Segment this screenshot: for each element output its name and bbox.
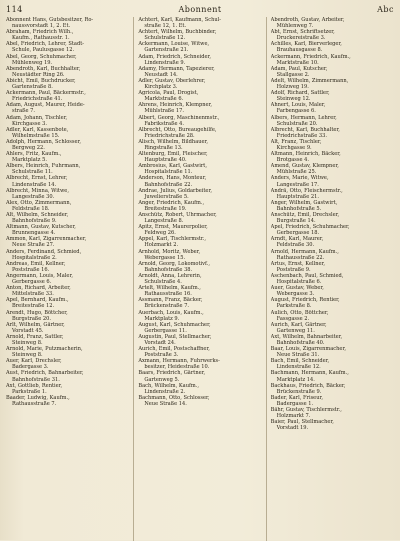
directory-entry-line: Bachmann, Otto, Schlosser,: [138, 394, 210, 401]
directory-entry-line: Vorstadt 45.: [12, 327, 44, 334]
directory-entry-line: Abendroth, Gustav, Arbeiter,: [270, 17, 345, 23]
directory-entry-line: straße 12, 1. Et.: [144, 23, 187, 30]
directory-entry-line: Parkstraße 8.: [276, 303, 312, 310]
directory-entry-line: Abonnent Hans, Gutsbesitzer, Ro-: [6, 17, 94, 23]
directory-entry-line: Holzweg 19.: [276, 84, 309, 91]
directory-entry-line: Appel, Karl, Tischlermstr.,: [138, 236, 207, 243]
directory-entry-line: Burgstraße 14.: [276, 218, 316, 225]
directory-entry-line: Farbengasse 6.: [276, 108, 316, 115]
directory-entry-line: Achtert, Wilhelm, Buchbinder,: [138, 29, 217, 36]
directory-entry-line: Schule, Paulusgasse 12.: [12, 47, 75, 54]
directory-entry-line: Rathausstraße 16.: [144, 291, 192, 298]
directory-entry-line: Abendroth, Karl, Buchhalter,: [6, 65, 81, 72]
directory-entry-line: August, Karl, Schuhmacher,: [138, 321, 211, 328]
directory-entry-line: Ahnert, Louis, Maler,: [270, 102, 326, 109]
directory-entry-line: Altenburg, Emil, Fleischer,: [138, 151, 208, 158]
directory-entry-line: Mühlstraße 17.: [144, 108, 185, 115]
directory-entry-line: Hauptstraße 40.: [144, 157, 187, 164]
directory-entry-line: Augustin, Paul, Stellmacher,: [138, 333, 212, 340]
directory-entry-line: Lindenstraße 14.: [12, 181, 57, 188]
directory-entry-line: Bachmann, Hermann, Kaufm.,: [270, 370, 349, 377]
directory-entry-line: Aschenbach, Paul, Schmied,: [270, 272, 344, 279]
directory-entry-line: besitzer, Heidestraße 10.: [144, 364, 210, 371]
directory-entry-line: Mühlstraße 25.: [276, 169, 317, 176]
directory-entry-line: Brückenstraße 7.: [144, 303, 190, 310]
directory-entry-line: Anger, Friedrich, Kaufm.,: [138, 199, 205, 206]
directory-entry-line: Ackermann, Paul, Bäckermstr.,: [6, 90, 86, 97]
directory-entry-line: Webergasse 15.: [144, 254, 186, 261]
directory-entry-line: Anschütz, Robert, Uhrmacher,: [138, 212, 217, 218]
directory-entry-line: Wilhelmstraße 15.: [12, 132, 60, 139]
directory-entry-line: Aulich, Otto, Böttcher,: [270, 309, 329, 316]
page-header: [6, 4, 394, 16]
directory-entry-line: Baier, Paul, Stellmacher,: [270, 419, 334, 426]
directory-entry-line: straße 7.: [12, 108, 36, 115]
directory-entry-line: Arnoldt, Anna, Lehrerin,: [138, 272, 202, 279]
directory-entry-line: Adolf, Richard, Sattler,: [270, 90, 330, 97]
directory-entry-line: Ringstraße 13.: [144, 144, 183, 151]
directory-entry-line: Lindenstraße 12.: [276, 364, 321, 371]
directory-entry-line: Webergasse 3.: [276, 291, 315, 298]
directory-entry-line: Neustädter Ring 26.: [12, 71, 65, 78]
directory-entry-line: Poststraße 16.: [12, 266, 50, 273]
directory-entry-line: Agricola, Paul, Drogist,: [138, 90, 199, 97]
directory-entry-line: Arnold, Marie, Putzmacherin,: [6, 346, 83, 353]
directory-entry-line: Albrecht, Minna, Witwe,: [6, 187, 69, 194]
directory-entry-line: Altmann, Heinrich, Bäcker,: [270, 151, 341, 158]
directory-entry-line: Marktplatz 14.: [276, 376, 315, 383]
directory-entry-line: Artelt, Wilhelm, Kaufm.,: [138, 285, 201, 292]
directory-entry-line: Achtert, Karl, Kaufmann, Schul-: [138, 17, 221, 23]
directory-entry-line: Friedrichstraße 33.: [276, 132, 327, 139]
directory-entry-line: Gerbergasse 11.: [144, 327, 187, 334]
header-title: Abonnent: [178, 5, 222, 14]
directory-entry-line: Marktplatz 9.: [144, 315, 180, 322]
directory-entry-line: Albers, Heinrich, Fuhrmann,: [6, 163, 81, 170]
directory-entry-line: Gartenweg 5.: [144, 376, 180, 383]
column-divider: [133, 17, 134, 541]
directory-entry-line: Fassgasse 2.: [276, 315, 310, 322]
directory-entry-line: Langestraße 17.: [276, 181, 319, 188]
directory-entry-line: Bergweg 22.: [12, 144, 45, 151]
directory-entry-line: Baars, Friedrich, Gärtner,: [138, 370, 206, 377]
directory-entry-line: Rathausstraße 7.: [12, 400, 57, 407]
directory-entry-line: Mühlenweg 7.: [276, 23, 314, 30]
directory-entry-line: Schulstraße 20.: [276, 120, 318, 127]
directory-entry-line: Albert, Georg, Maschinenmstr.,: [138, 114, 220, 121]
directory-entry-line: Albrecht, Karl, Buchhalter,: [270, 126, 340, 133]
directory-entry-line: Vorstadt 24.: [144, 339, 176, 346]
directory-entry-line: Neue Straße 14.: [144, 400, 187, 407]
directory-entry-line: Badergasse 1.: [276, 400, 314, 407]
directory-entry-line: Brückenstraße 9.: [276, 388, 322, 395]
directory-entry-line: Kirchplatz 3.: [144, 84, 178, 91]
directory-entry-line: Friedrichstraße 28.: [144, 132, 195, 139]
directory-entry-line: Hauptstraße 21.: [276, 193, 319, 200]
directory-entry-line: Abel, Friedrich, Lehrer, Stadt-: [6, 41, 84, 48]
directory-entry-line: Anger, Wilhelm, Gastwirt,: [270, 199, 338, 206]
directory-entry-line: Andrae, Julius, Goldarbeiter,: [138, 187, 212, 194]
directory-entry-line: Aust, Friedrich, Bahnarbeiter,: [6, 370, 84, 377]
directory-column-1: [6, 17, 129, 541]
directory-entry-line: Anderson, Hans, Monteur,: [138, 175, 207, 182]
directory-entry-line: Mühlenweg 19.: [12, 59, 53, 66]
directory-entry-line: Gerbergasse 18.: [276, 230, 320, 237]
directory-entry-line: Schulstraße 4.: [144, 279, 182, 286]
directory-entry-line: Andrä, Otto, Fleischermstr.,: [270, 187, 343, 194]
directory-entry-line: Bahnhofstraße 9.: [12, 218, 57, 225]
directory-entry-line: Druckereistraße 3.: [276, 35, 326, 42]
directory-entry-line: Steinweg 8.: [12, 352, 43, 359]
directory-entry-line: Hospitalstraße 2.: [12, 254, 57, 261]
directory-entry-line: Anton, Richard, Arbeiter,: [6, 285, 71, 292]
directory-entry-line: Bahnhofstraße 22.: [144, 181, 193, 188]
directory-entry-line: Badergasse 3.: [12, 364, 49, 371]
directory-entry-line: Adolph, Hermann, Schlosser,: [6, 138, 82, 145]
directory-entry-line: Langestraße 30.: [12, 193, 55, 200]
directory-entry-line: Parkstraße 1.: [12, 388, 47, 395]
directory-entry-line: Marktstraße 6.: [144, 96, 184, 103]
directory-entry-line: Abraham, Friedrich Wilh.,: [6, 29, 74, 36]
directory-entry-line: Aurich, Karl, Gärtner,: [270, 321, 327, 328]
directory-entry-line: naussvorstadt 1, 2. Et.: [12, 23, 71, 30]
directory-column-3: [271, 17, 394, 541]
directory-entry-line: Anschütz, Emil, Drechsler,: [270, 212, 340, 218]
directory-entry-line: Bach, Wilhelm, Kaufm.,: [138, 382, 199, 389]
directory-entry-line: Fabrikstraße 4.: [144, 120, 184, 127]
directory-entry-line: Arnold, Franz, Sattler,: [6, 333, 64, 340]
directory-entry-line: Abel, Georg, Schuhmacher,: [6, 53, 77, 60]
directory-entry-line: Brauhausgasse 8.: [276, 47, 323, 54]
directory-entry-line: Axmann, Hermann, Fuhrwerks-: [138, 358, 220, 365]
directory-entry-line: Steinweg 12.: [276, 96, 311, 103]
directory-entry-line: Kirchgasse 3.: [12, 120, 48, 127]
directory-entry-line: Anders, Marie, Witwe,: [270, 175, 329, 182]
directory-entry-line: Alisch, Wilhelm, Bildhauer,: [138, 138, 209, 145]
directory-entry-line: Adler, Gustav, Oberlehrer,: [138, 77, 206, 84]
directory-entry-line: Marktstraße 10.: [276, 59, 319, 66]
directory-entry-line: Bader, Karl, Friseur,: [270, 394, 323, 401]
directory-entry-line: Juwelierstraße 5.: [144, 193, 189, 200]
directory-entry-line: Poststraße 3.: [144, 352, 179, 359]
directory-entry-line: Auerbach, Louis, Kaufm.,: [138, 309, 204, 316]
directory-entry-line: Angermann, Louis, Maler,: [6, 272, 73, 279]
directory-entry-line: Holzmarkt 2.: [144, 242, 179, 249]
directory-entry-line: Kirchgasse 9.: [276, 144, 312, 151]
directory-entry-line: Feldstraße 18.: [12, 205, 50, 212]
directory-column-2: [138, 17, 261, 541]
directory-entry-line: Albers, Hermann, Lehrer,: [270, 114, 337, 121]
directory-entry-line: Stallgasse 2.: [276, 71, 310, 78]
directory-entry-line: Adam, Johann, Tischler,: [6, 114, 68, 121]
directory-entry-line: Friedrichstraße 41.: [12, 96, 63, 103]
directory-entry-line: Feldstraße 30.: [276, 242, 315, 249]
directory-entry-line: Adam, Friedrich, Schneider,: [138, 53, 211, 60]
directory-entry-line: Andreas, Emil, Kellner,: [6, 260, 66, 267]
directory-entry-line: Alex, Otto, Zimmermann,: [6, 199, 72, 206]
directory-entry-line: Adam, Paul, Kutscher,: [270, 65, 328, 72]
directory-entry-line: Backhaus, Friedrich, Bäcker,: [270, 382, 346, 389]
directory-entry-line: Neustadt 14.: [144, 71, 178, 78]
directory-entry-line: Gartenstraße 8.: [12, 84, 53, 91]
directory-entry-line: Albrecht, Otto, Bureaugehilfe,: [138, 126, 217, 133]
directory-entry-line: Ahrens, Heinrich, Klempner,: [138, 102, 213, 109]
directory-entry-line: Arnhold, Moritz, Weber,: [138, 248, 201, 255]
directory-entry-line: Schulstraße 11.: [12, 169, 53, 176]
directory-entry-line: Brotgasse 4.: [276, 157, 309, 164]
directory-entry-line: Arnold, Hermann, Kaufm.,: [270, 248, 339, 255]
directory-entry-line: Breitestraße 19.: [144, 205, 187, 212]
directory-entry-line: Burgstraße 20.: [12, 315, 51, 322]
directory-entry-line: Alt, Franz, Tischler,: [270, 138, 322, 145]
directory-entry-line: Brunnengasse 4.: [12, 230, 56, 237]
header-range: Abc: [377, 5, 394, 14]
directory-entry-line: Arlt, Wilhelm, Gärtner,: [6, 321, 65, 328]
directory-entry-line: Achilles, Karl, Bierverleger,: [270, 41, 342, 48]
directory-entry-line: Artus, Ernst, Kellner,: [270, 260, 326, 267]
directory-entry-line: Abt, Ernst, Schriftsetzer,: [270, 29, 335, 36]
directory-entry-line: Gerbergasse 6.: [12, 279, 52, 286]
directory-entry-line: Ambrosius, Karl, Gastwirt,: [138, 163, 207, 170]
directory-entry-line: Adam, August, Maurer, Heide-: [6, 102, 85, 109]
directory-entry-line: Langestraße 8.: [144, 218, 184, 225]
directory-entry-line: Holzmarkt 7.: [276, 413, 311, 420]
directory-entry-line: Baader, Ludwig, Kaufm.,: [6, 394, 70, 401]
directory-entry-line: Bahnhofstraße 38.: [144, 266, 193, 273]
directory-entry-line: Assmann, Franz, Bäcker,: [138, 297, 203, 304]
directory-entry-line: Axt, Wilhelm, Bahnarbeiter,: [270, 333, 343, 340]
directory-entry-line: Adler, Karl, Kassenbote,: [6, 126, 69, 133]
directory-entry-line: Adamy, Hermann, Tapezierer,: [138, 65, 215, 72]
directory-entry-line: Apel, Bernhard, Kaufm.,: [6, 297, 69, 304]
directory-entry-line: Aurich, Emil, Postschaffner,: [138, 346, 210, 353]
directory-entry-line: Poststraße 9.: [276, 266, 311, 273]
directory-entry-line: Adelt, Wilhelm, Zimmermann,: [270, 77, 349, 84]
directory-entry-line: Ackermann, Friedrich, Kaufm.,: [270, 53, 351, 60]
directory-entry-line: Ammon, Karl, Zigarrenmacher,: [6, 236, 87, 243]
directory-entry-line: Mittelstraße 33.: [12, 291, 54, 298]
directory-entry-line: Feldweg 26.: [144, 230, 176, 237]
directory-entry-line: Kaufm., Rathausstr. 1.: [12, 35, 70, 42]
directory-entry-line: Lindenstraße 9.: [144, 59, 186, 66]
directory-entry-line: Bahnhofstraße 40.: [276, 339, 325, 346]
directory-entry-line: Auer, Karl, Drechsler,: [6, 358, 62, 365]
directory-entry-line: Amend, Gustav, Klempner,: [270, 163, 339, 170]
directory-entry-line: Albrecht, Ernst, Lehrer,: [6, 175, 68, 182]
page-number: 114: [6, 5, 23, 14]
directory-entry-line: Ahlers, Fritz, Kaufm.,: [6, 151, 62, 158]
directory-entry-line: Altmann, Gustav, Kutscher,: [6, 224, 76, 231]
directory-entry-line: Bahnhofstraße 31.: [12, 376, 60, 383]
directory-columns: [6, 17, 394, 541]
directory-entry-line: Neue Straße 31.: [276, 352, 320, 359]
directory-entry-line: Arendt, Hugo, Böttcher,: [6, 309, 68, 316]
directory-entry-line: Ackermann, Louise, Witwe,: [138, 41, 210, 48]
directory-entry-line: Gartenweg 11.: [276, 327, 315, 334]
directory-entry-line: Auer, Gustav, Weber,: [270, 285, 324, 292]
directory-entry-line: Lindenstraße 2.: [144, 388, 186, 395]
directory-entry-line: Gartenstraße 21.: [144, 47, 189, 54]
directory-entry-line: Arndt, Karl, Maurer,: [270, 236, 324, 243]
directory-entry-line: August, Friedrich, Rentier,: [270, 297, 340, 304]
directory-entry-line: Apel, Friedrich, Schuhmacher,: [270, 224, 350, 231]
directory-entry-line: Abicht, Emil, Buchdrucker,: [6, 77, 76, 84]
directory-entry-line: Bach, Emil, Schneider,: [270, 358, 330, 365]
directory-entry-line: Neue Straße 27.: [12, 242, 55, 249]
directory-entry-line: Baar, Louis, Zigarrenmacher,: [270, 346, 346, 353]
directory-entry-line: Schulstraße 12.: [144, 35, 186, 42]
column-divider: [266, 17, 267, 541]
directory-entry-line: Axt, Gottlieb, Rentier,: [6, 382, 63, 389]
directory-entry-line: Bähr, Gustav, Tischlermstr.,: [270, 407, 342, 413]
directory-entry-line: Hospitalstraße 11.: [144, 169, 193, 176]
directory-entry-line: Marktplatz 5.: [12, 157, 47, 164]
directory-entry-line: Bahnhofstraße 5.: [276, 205, 322, 212]
directory-entry-line: Steinweg 8.: [12, 339, 43, 346]
directory-entry-line: Anders, Ferdinand, Schmied,: [6, 248, 82, 255]
directory-entry-line: Alt, Wilhelm, Schneider,: [6, 212, 69, 218]
directory-entry-line: Hospitalstraße 6.: [276, 279, 322, 286]
directory-entry-line: Arnold, Georg, Lokomotivf.,: [138, 260, 210, 267]
directory-entry-line: Breitestraße 12.: [12, 303, 55, 310]
directory-entry-line: Apitz, Ernst, Maurerpolier,: [138, 224, 208, 231]
directory-entry-line: Rathausstraße 22.: [276, 254, 325, 261]
directory-entry-line: Vorstadt 19.: [276, 425, 309, 432]
